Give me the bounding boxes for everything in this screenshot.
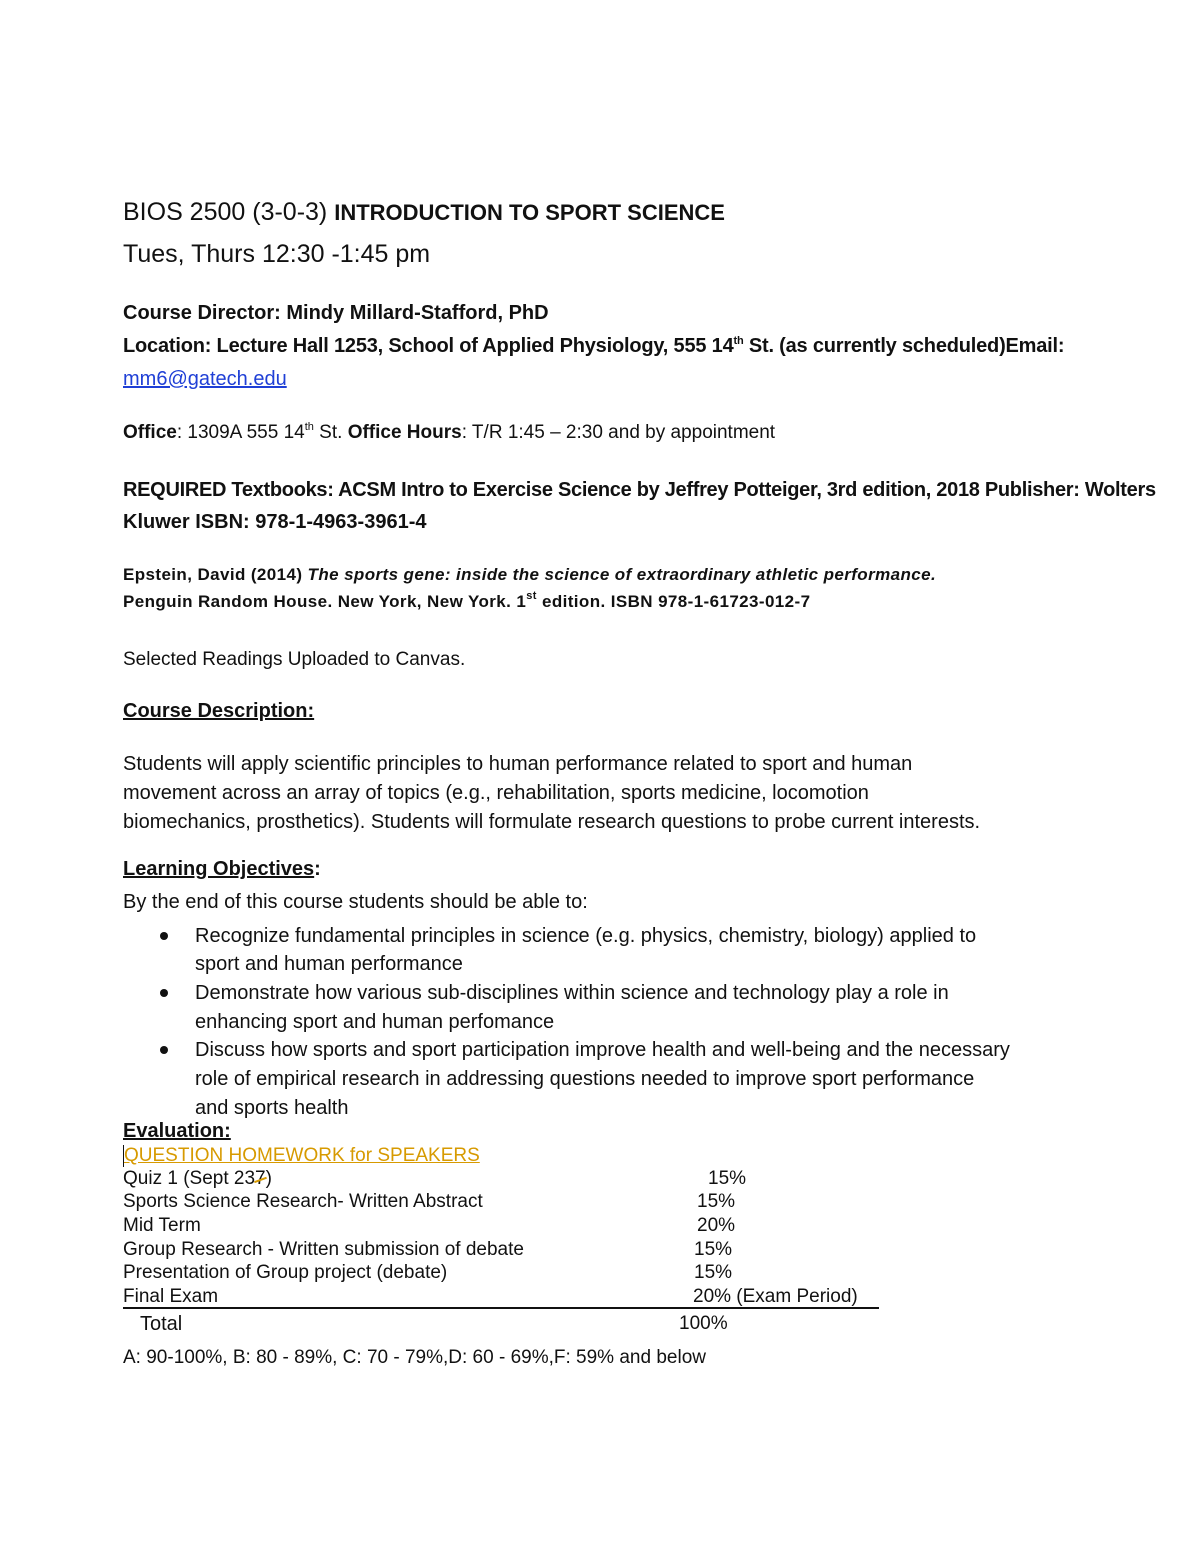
description-heading: Course Description: [123,700,315,722]
eval-row-value: 15% [694,1262,733,1283]
location-line [123,335,1064,358]
textbook-line-1: REQUIRED Textbooks: ACSM Intro to Exercise Science by Jeffrey Potteiger, 3rd edition, 2018 Publisher: Wolters [123,479,1156,501]
epstein-line-1 [123,565,936,585]
course-title: INTRODUCTION TO SPORT SCIENCE [334,200,725,225]
bullet-icon [160,989,168,997]
quiz-label: Quiz 1 (Sept 237) [123,1168,272,1189]
evaluation-heading: Evaluation: [123,1120,231,1142]
readings-note: Selected Readings Uploaded to Canvas. [123,649,466,670]
eval-row-value: 15% [697,1191,736,1212]
eval-row-value: 20% (Exam Period) [693,1286,858,1307]
office-street: St. [313,422,348,443]
office-hours-label: Office Hours [347,422,462,443]
objective-1-line-1: Recognize fundamental principles in science (e.g. physics, chemistry, biology) applied to [195,925,977,947]
objectives-intro: By the end of this course students should be able to: [123,891,588,913]
eval-row-label: Group Research - Written submission of debate [123,1239,524,1260]
eval-row-label: Sports Science Research- Written Abstract [123,1191,483,1212]
objective-2-line-1: Demonstrate how various sub-disciplines within science and technology play a role in [195,982,949,1004]
grading-scale: A: 90-100%, B: 80 - 89%, C: 70 - 79%,D: 60 - 69%,F: 59% and below [123,1347,706,1368]
description-line-2: movement across an array of topics (e.g., rehabilitation, sports medicine, locomotion [123,782,869,804]
objective-3-line-2: role of empirical research in addressing questions needed to improve sport performance [195,1068,975,1090]
objective-1-line-2: sport and human performance [195,953,463,975]
homework-link[interactable]: QUESTION HOMEWORK for SPEAKERS [124,1145,480,1166]
epstein-sup: st [526,590,537,602]
epstein-line-2 [123,592,810,612]
location-text-2: St. (as currently scheduled)Email: [743,335,1065,357]
email-link[interactable]: mm6@gatech.edu [123,368,287,390]
totals-divider [123,1307,879,1309]
objectives-heading: Learning Objectives: [123,858,321,880]
office-label: Office [123,422,177,443]
office-room: : 1309A 555 14 [176,422,305,443]
eval-row-value: 20% [697,1215,736,1236]
office-sup: th [304,421,314,433]
bullet-icon [160,932,168,940]
epstein-pub: Penguin Random House. New York, New York. 1 [123,592,527,611]
course-director: Course Director: Mindy Millard-Stafford, PhD [123,302,549,324]
objective-3-line-1: Discuss how sports and sport participation improve health and well-being and the necessary [195,1039,1010,1061]
objective-3-line-3: and sports health [195,1097,349,1119]
location-sup: th [733,335,744,347]
bullet-icon [160,1046,168,1054]
total-value: 100% [679,1313,728,1334]
course-title-line [123,198,725,227]
quiz-value: 15% [708,1168,747,1189]
epstein-author: Epstein, David (2014) [123,565,308,584]
description-line-1: Students will apply scientific principles to human performance related to sport and human [123,753,913,775]
office-line [123,422,775,444]
eval-row-label: Final Exam [123,1286,219,1307]
epstein-pub-2: edition. ISBN 978-1-61723-012-7 [536,592,811,611]
course-schedule: Tues, Thurs 12:30 -1:45 pm [123,240,431,268]
textbook-line-2: Kluwer ISBN: 978-1-4963-3961-4 [123,511,427,533]
eval-row-label: Presentation of Group project (debate) [123,1262,448,1283]
objective-2-line-2: enhancing sport and human perfomance [195,1011,555,1033]
quiz-struck-digit: 7 [255,1168,266,1189]
description-line-3: biomechanics, prosthetics). Students will formulate research questions to probe current interests. [123,811,981,833]
epstein-title: The sports gene: inside the science of extraordinary athletic performance. [307,565,937,584]
eval-row-value: 15% [694,1239,733,1260]
office-hours-value: : T/R 1:45 – 2:30 and by appointment [461,422,776,443]
course-code: BIOS 2500 (3-0-3) [123,198,335,226]
total-label: Total [140,1313,183,1335]
objectives-heading-text: Learning Objectives [123,858,315,880]
eval-row-label: Mid Term [123,1215,201,1236]
location-text: Location: Lecture Hall 1253, School of Applied Physiology, 555 14 [123,335,734,357]
